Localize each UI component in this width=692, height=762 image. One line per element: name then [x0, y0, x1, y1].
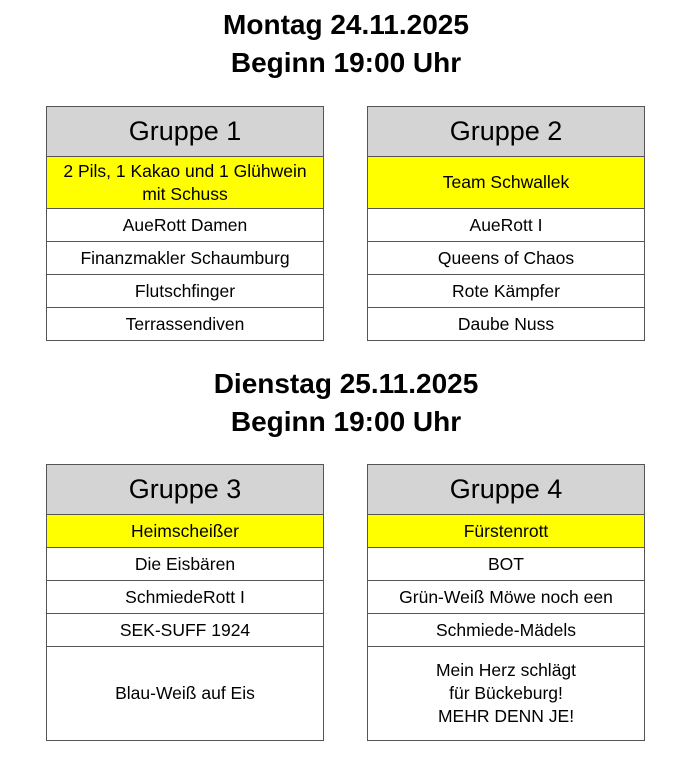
team-cell-highlight: Team Schwallek — [368, 156, 644, 208]
team-cell-highlight: 2 Pils, 1 Kakao und 1 Glühwein mit Schuss — [47, 156, 323, 208]
group-4-table — [367, 464, 645, 741]
group-title: Gruppe 2 — [368, 107, 644, 156]
day-title: Montag 24.11.2025 — [223, 9, 469, 40]
team-cell: Finanzmakler Schaumburg — [47, 241, 323, 274]
group-title: Gruppe 3 — [47, 465, 323, 514]
team-cell: Grün-Weiß Möwe noch een — [368, 580, 644, 613]
team-cell: Die Eisbären — [47, 547, 323, 580]
team-cell-highlight: Heimscheißer — [47, 514, 323, 547]
team-cell: Terrassendiven — [47, 307, 323, 340]
team-cell: Daube Nuss — [368, 307, 644, 340]
team-cell: AueRott Damen — [47, 208, 323, 241]
day-start-time: Beginn 19:00 Uhr — [230, 406, 462, 437]
day-header-monday — [0, 6, 692, 82]
team-cell: BOT — [368, 547, 644, 580]
day-title: Dienstag 25.11.2025 — [213, 368, 479, 399]
group-title: Gruppe 4 — [368, 465, 644, 514]
group-title: Gruppe 1 — [47, 107, 323, 156]
team-name-line: Mein Herz schlägt für Bückeburg! — [435, 660, 577, 703]
team-cell: Rote Kämpfer — [368, 274, 644, 307]
team-cell: AueRott I — [368, 208, 644, 241]
team-cell — [368, 646, 644, 740]
team-cell-highlight: Fürstenrott — [368, 514, 644, 547]
group-2-table — [367, 106, 645, 341]
team-cell: Schmiede-Mädels — [368, 613, 644, 646]
group-3-table — [46, 464, 324, 741]
group-1-table — [46, 106, 324, 341]
team-cell: SEK-SUFF 1924 — [47, 613, 323, 646]
day-start-time: Beginn 19:00 Uhr — [230, 47, 462, 78]
team-name-line: MEHR DENN JE! — [437, 706, 575, 726]
day-header-tuesday — [0, 365, 692, 441]
team-cell: Flutschfinger — [47, 274, 323, 307]
team-cell: Blau-Weiß auf Eis — [47, 646, 323, 740]
team-cell: SchmiedeRott I — [47, 580, 323, 613]
team-cell: Queens of Chaos — [368, 241, 644, 274]
